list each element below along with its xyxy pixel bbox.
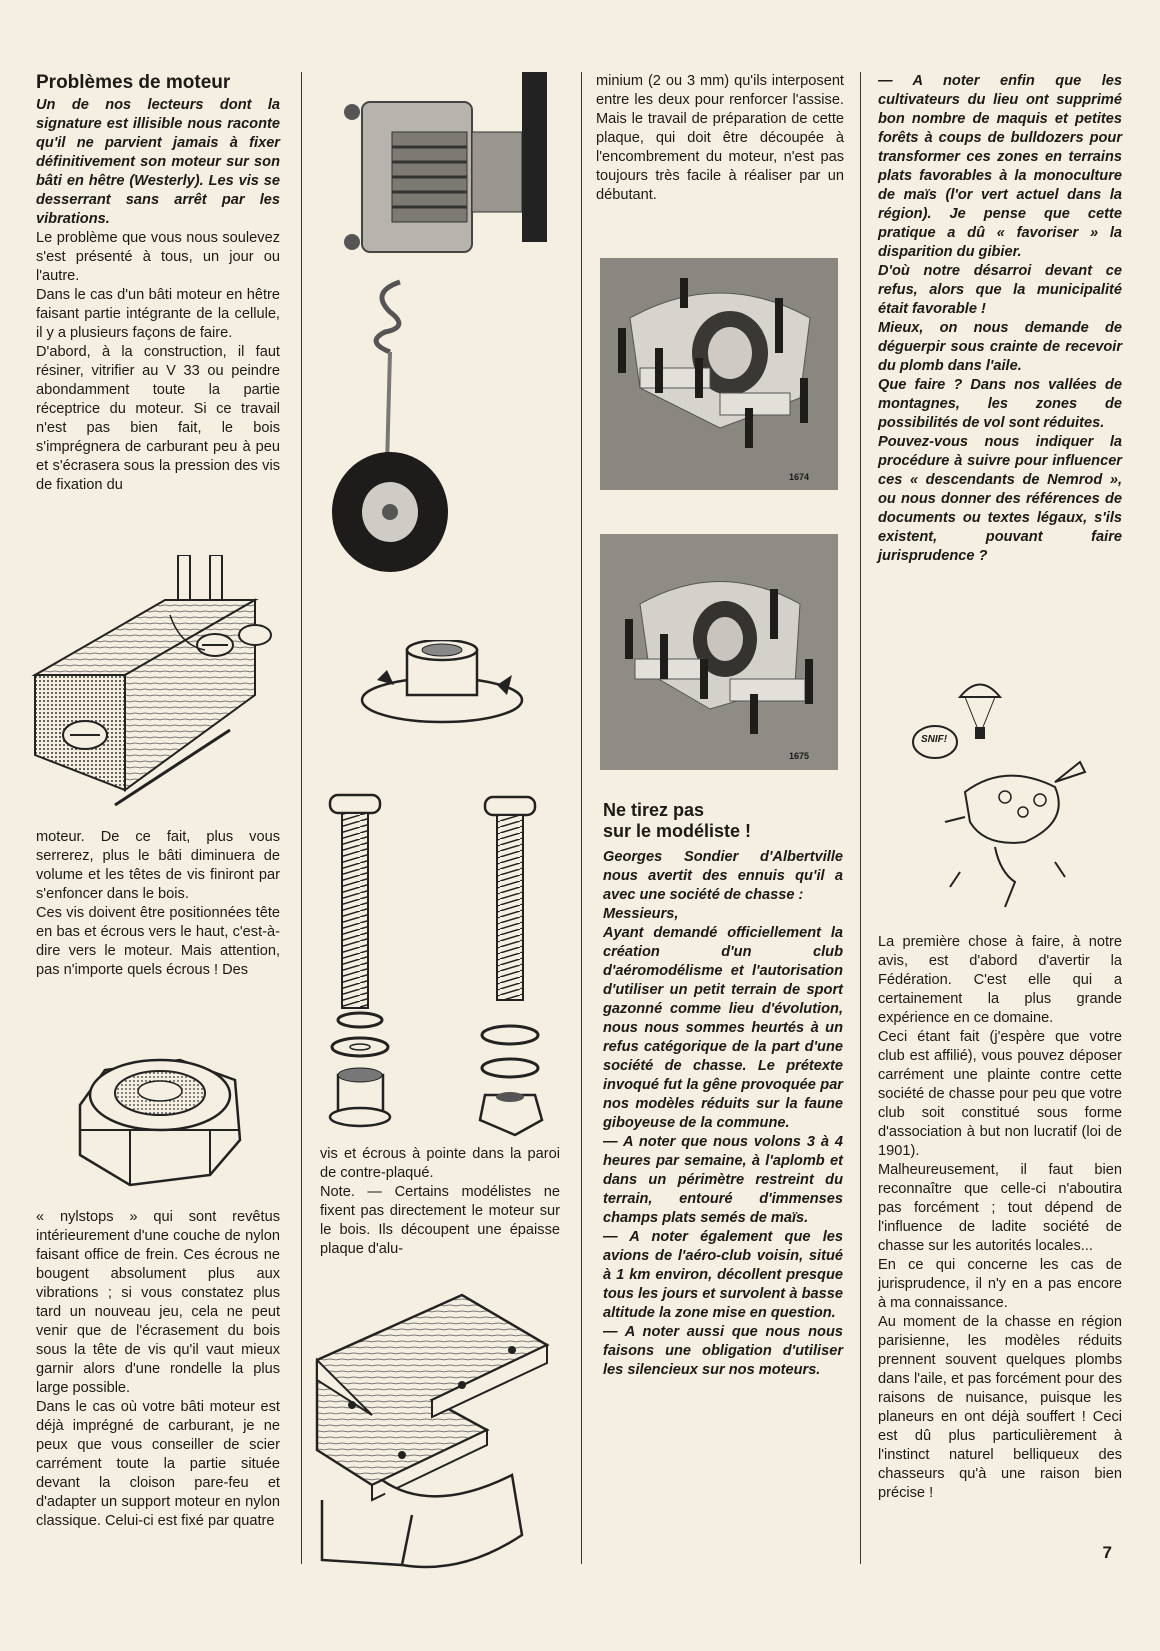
article1-p6: Dans le cas où votre bâti moteur est déjà imprégné de carburant, je ne peux que vous conseiller de scier carrément toute la partie située devant la cloison pare-feu et d'adapter un support moteur en nylon classique. Celui-ci est fixé par quatre	[36, 1399, 280, 1529]
column-3-article2	[603, 800, 843, 1380]
article1-p3b: moteur. De ce fait, plus vous serrerez, plus le bâti diminuera de volume et les têtes de vis finiront par s'enfoncer dans le bois.	[36, 829, 280, 902]
article2-title	[603, 800, 843, 842]
photo-2-number: 1675	[789, 751, 810, 761]
column-4-bottom	[878, 933, 1122, 1503]
engine-mount-photo-1	[600, 258, 838, 490]
article1-p2: Dans le cas d'un bâti moteur en hêtre faisant partie intégrante de la cellule, il y a plusieurs façons de faire.	[36, 287, 280, 341]
article2-letter6: D'où notre désarroi devant ce refus, alors que la municipalité était favorable !	[878, 263, 1122, 317]
column-1-top	[36, 72, 280, 495]
cartoon-speech-text: SNIF!	[921, 734, 948, 745]
article2-letter2: — A noter que nous volons 3 à 4 heures par semaine, à l'aplomb et dans un périmètre restreint du terrain, entouré d'immenses champs plats semés de maïs.	[603, 1134, 843, 1226]
cartoon-illustration	[905, 672, 1115, 922]
article2-salutation: Messieurs,	[603, 906, 679, 922]
article2-answer2: Ceci étant fait (j'espère que votre club est affilié), vous pouvez déposer carrément une plainte contre cette société de chasse pour peu que votre club soit constitué sous forme d'association à but non lucratif (loi de 1901).	[878, 1029, 1122, 1159]
article1-p9: minium (2 ou 3 mm) qu'ils interposent entre les deux pour renforcer l'assise. Mais le travail de préparation de cette plaque, qui doit être découpée à l'encombrement du moteur, n'est pas toujours très facile à réaliser par un débutant.	[596, 73, 844, 203]
article2-letter4: — A noter aussi que nous nous faisons une obligation d'utiliser les silencieux sur nos moteurs.	[603, 1324, 843, 1378]
article1-p3a: D'abord, à la construction, il faut résiner, vitrifier au V 33 ou peindre abondamment toute la partie réceptrice du moteur. Si ce travail n'est pas bien fait, le bois s'imprégnera de carburant peu à peu et s'écrasera sous la pression des vis de fixation du	[36, 344, 280, 493]
article1-p7: vis et écrous à pointe dans la paroi de contre-plaqué.	[320, 1146, 560, 1181]
article1-p5: « nylstops » qui sont revêtus intérieurement d'une couche de nylon faisant office de frein. Ces écrous ne bougent absolument plus aux vibrations ; si vous constatez plus tard un nouveau jeu, cela ne peut venir que de l'écrasement du bois sous la tête de vis qu'il vaut mieux garnir alors d'une rondelle la plus large possible.	[36, 1209, 280, 1396]
column-1-bottom	[36, 1208, 280, 1531]
photo-1-number: 1674	[789, 472, 810, 482]
engine-wheel-photo	[332, 72, 562, 272]
article2-letter9: Pouvez-vous nous indiquer la procédure à suivre pour influencer ces « descendants de Nemrod », ou nous donner des références de documents ou textes légaux, s'ils existent, pouvant faire jurisprudence ?	[878, 434, 1122, 564]
article1-intro: Un de nos lecteurs dont la signature est illisible nous raconte qu'il ne parvient jamais à fixer définitivement son moteur sur son bâti en hêtre (Westerly). Les vis se desserrant sans arrêt par les vibrations.	[36, 97, 280, 227]
nylstop-nut-illustration	[60, 1035, 260, 1195]
article2-answer5: Au moment de la chasse en région parisienne, les modèles réduits prennent souvent quelques plombs dans l'aile, et pas forcément pour des raisons de nuisance, puisque les planeurs en ont déjà souffert ! Ceci est dû plus particulièrement à l'instinct naturel belliqueux des chasseurs qu'à une raison bien précise !	[878, 1314, 1122, 1501]
article2-letter3: — A noter également que les avions de l'aéro-club voisin, situé à 1 km environ, décollent presque tous les jours et survolent à basse altitude la zone mise en question.	[603, 1229, 843, 1321]
column-rule-1	[301, 72, 302, 1564]
wood-block-illustration	[30, 555, 285, 815]
article2-letter8: Que faire ? Dans nos vallées de montagnes, les zones de possibilités de vol sont réduites.	[878, 377, 1122, 431]
aluminium-plate-illustration	[312, 1285, 562, 1575]
page-number: 7	[1102, 1543, 1112, 1562]
engine-mount-photo-2	[600, 534, 838, 770]
column-rule-3	[860, 72, 861, 1564]
column-4-top	[878, 72, 1122, 566]
landing-gear-wheel	[330, 272, 510, 582]
article2-intro: Georges Sondier d'Albertville nous avertit des ennuis qu'il a avec une société de chasse :	[603, 849, 843, 903]
article2-answer4: En ce qui concerne les cas de jurisprudence, il n'y en a pas encore à ma connaissance.	[878, 1257, 1122, 1311]
article2-letter1: Ayant demandé officiellement la création d'un club d'aéromodélisme et l'autorisation d'utiliser un petit terrain de sport gazonné comme lieu d'évolution, nous nous sommes heurtés à un refus catégorique de la part d'une société de chasse. Le prétexte invoqué fut la gêne provoquée par nos modèles réduits sur la faune giboyeuse de la commune.	[603, 925, 843, 1131]
article1-p8: Note. — Certains modélistes ne fixent pas directement le moteur sur le bois. Ils découpent une épaisse plaque d'alu-	[320, 1184, 560, 1257]
article2-title-line1: Ne tirez pas	[603, 800, 705, 820]
article2-title-line2: sur le modéliste !	[603, 821, 752, 841]
column-1-middle	[36, 828, 280, 980]
bolts-illustration	[320, 785, 560, 1145]
column-rule-2	[581, 72, 582, 1564]
article2-letter5: — A noter enfin que les cultivateurs du lieu ont supprimé bon nombre de maquis et petites forêts à coups de bulldozers pour transformer ces zones en terrains plats favorables à la monoculture de maïs (l'or vert actuel dans la région). Je pense que cette pratique a dû « favoriser » la disparition du gibier.	[878, 73, 1122, 260]
article1-title: Problèmes de moteur	[36, 72, 231, 93]
article2-letter7: Mieux, on nous demande de déguerpir sous crainte de recevoir du plomb dans l'aile.	[878, 320, 1122, 374]
article1-p4: Ces vis doivent être positionnées tête en bas et écrous vers le haut, c'est-à-dire vers le moteur. Mais attention, pas n'importe quels écrous ! Des	[36, 905, 280, 978]
article1-p1: Le problème que vous nous soulevez s'est présenté à tous, un jour ou l'autre.	[36, 230, 280, 284]
t-nut-illustration	[352, 640, 532, 730]
column-3-top	[596, 72, 844, 205]
article2-answer1: La première chose à faire, à notre avis, est d'abord d'avertir la Fédération. C'est elle qui a certainement la plus grande expérience en ce domaine.	[878, 934, 1122, 1026]
column-2-middle	[320, 1145, 560, 1259]
article2-answer3: Malheureusement, il faut bien reconnaître que celle-ci n'aboutira pas forcément ; tout dépend de l'influence de ladite société de chasse sur les autorités locales...	[878, 1162, 1122, 1254]
